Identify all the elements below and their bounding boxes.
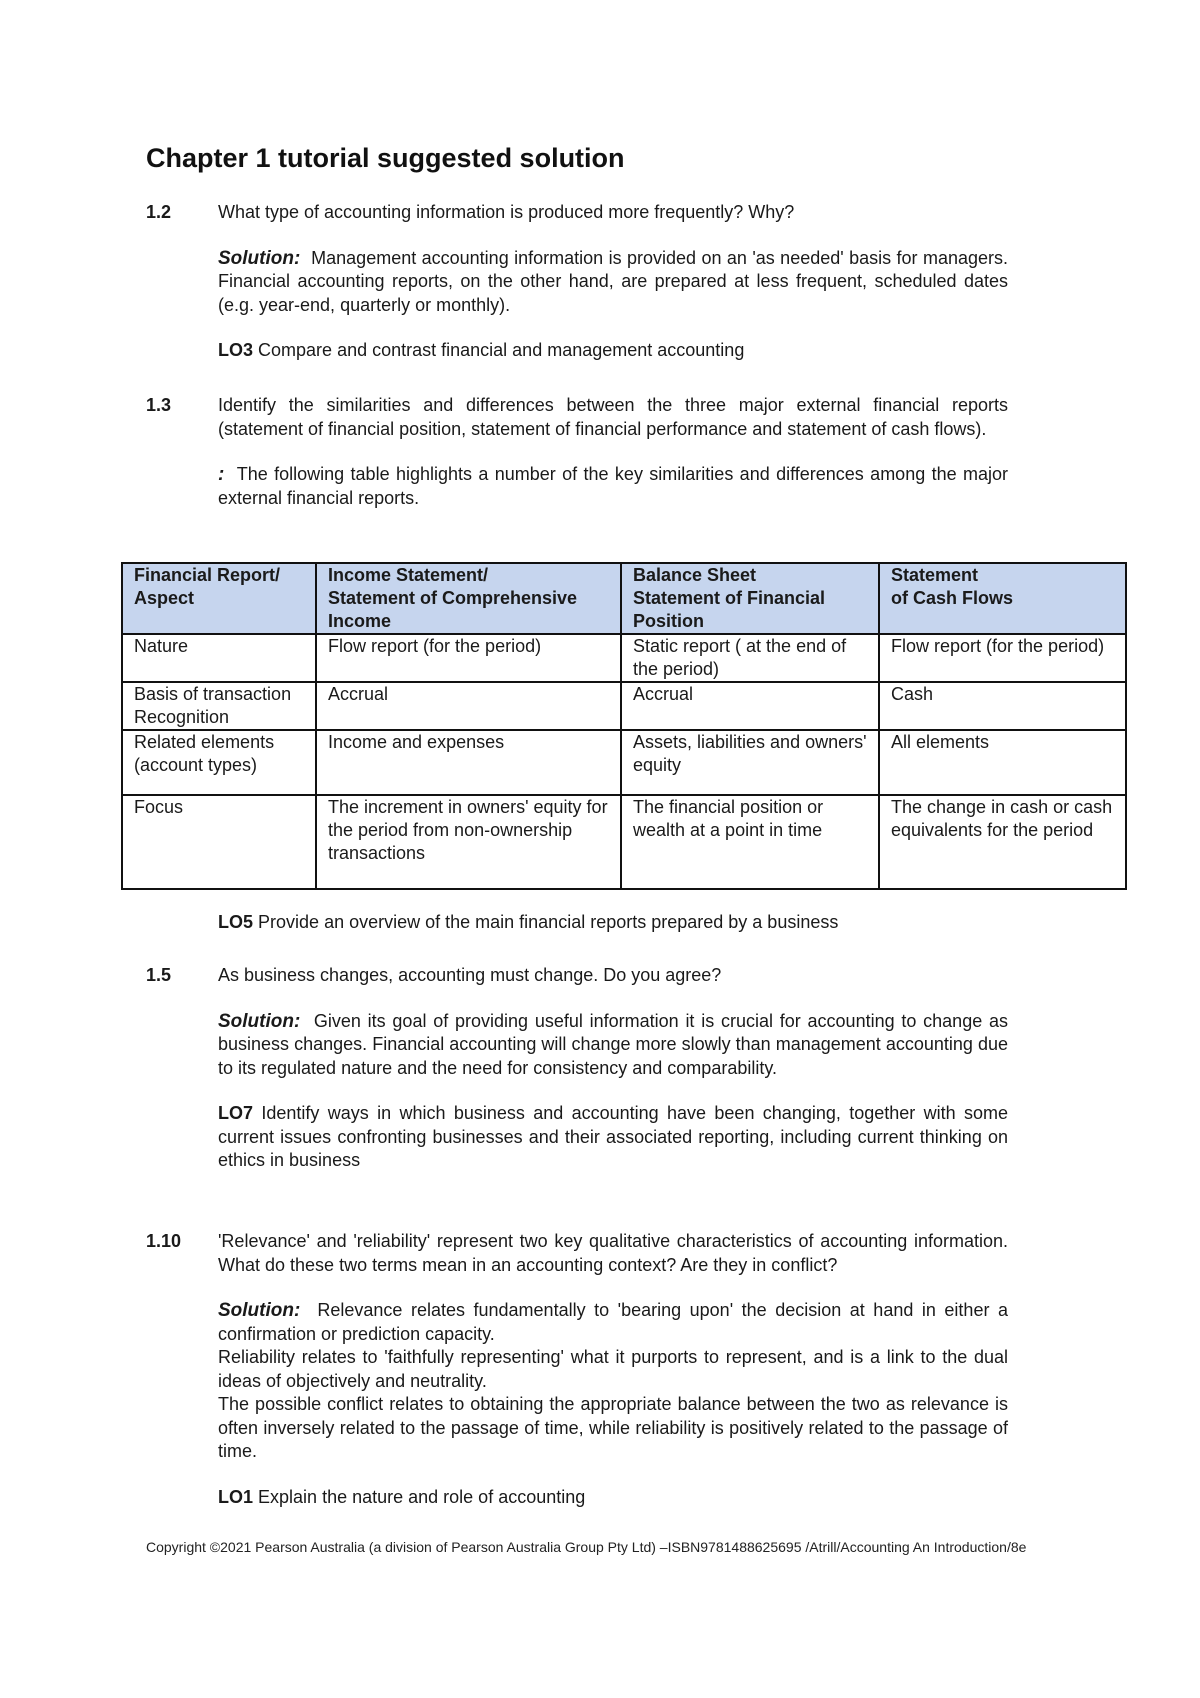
solution-paragraph [218,247,1008,318]
solution-text-3: The possible conflict relates to obtaining the appropriate balance between the two as relevance is often inversely related to the passage of time, while reliability is positively related to the passage of time. [218,1394,1008,1461]
question-number: 1.5 [146,965,172,985]
lo-code: LO1 [218,1486,254,1507]
question-text: What type of accounting information is produced more frequently? Why? [218,202,795,222]
lo-text: Provide an overview of the main financial reports prepared by a business [258,912,839,932]
learning-outcome [218,1486,1008,1510]
question-number: 1.10 [146,1231,182,1251]
learning-outcome [218,339,1008,363]
question-number: 1.2 [146,202,172,222]
table-cell: The financial position or wealth at a point in time [621,795,879,889]
solution-paragraph [218,463,1008,510]
table-row [122,730,1126,795]
header-cell: Statement of Cash Flows [879,563,1126,634]
question-1-5 [146,964,1008,1173]
solution-paragraph [218,1010,1008,1081]
question-text: 'Relevance' and 'reliability' represent two key qualitative characteristics of accounting information. What do these two terms mean in an accounting context? Are they in conflict? [218,1231,1008,1275]
table-cell: Basis of transaction Recognition [122,682,316,730]
solution-text: The following table highlights a number of the key similarities and differences among the major external financial reports. [218,464,1008,508]
solution-paragraph [218,1299,1008,1464]
lo-text: Explain the nature and role of accounting [258,1486,586,1507]
table-cell: Accrual [316,682,621,730]
table-row [122,795,1126,889]
table-row [122,634,1126,682]
solution-label: : [218,464,225,485]
table-cell: Assets, liabilities and owners' equity [621,730,879,795]
lo-text: Compare and contrast financial and management accounting [258,340,745,360]
question-text: As business changes, accounting must change. Do you agree? [218,965,722,985]
question-text: Identify the similarities and differences between the three major external financial reports (statement of financial position, statement of financial performance and statement of cash flows). [218,395,1008,439]
solution-text-2: Reliability relates to 'faithfully representing' what it purports to represent, and is a link to the dual ideas of objectively and neutrality. [218,1347,1008,1391]
learning-outcome [218,1102,1008,1173]
table-cell: Nature [122,634,316,682]
table-row [122,682,1126,730]
table-cell: All elements [879,730,1126,795]
solution-label: Solution: [218,247,301,269]
lo-code: LO5 [218,912,254,932]
financial-reports-table [121,562,1127,890]
header-cell: Balance Sheet Statement of Financial Position [621,563,879,634]
header-cell: Financial Report/ Aspect [122,563,316,634]
copyright-footer: Copyright ©2021 Pearson Australia (a division of Pearson Australia Group Pty Ltd) –ISBN9781488625695 /Atrill/Accounting An Introduction/8e [146,1539,1027,1555]
solution-label: Solution: [218,1300,301,1321]
table-cell: Accrual [621,682,879,730]
question-1-2 [146,201,1008,363]
lo-code: LO7 [218,1103,254,1123]
lo-code: LO3 [218,340,254,360]
solution-text: Management accounting information is provided on an 'as needed' basis for managers. Financial accounting reports, on the other hand, are prepared at less frequent, scheduled dates (e.g. year-end, quarterly or monthly). [218,247,1008,315]
solution-label: Solution: [218,1010,301,1032]
question-1-10 [146,1230,1008,1509]
table-cell: Flow report (for the period) [316,634,621,682]
question-1-3 [146,394,1008,510]
table-cell: The change in cash or cash equivalents for the period [879,795,1126,889]
table-cell: Static report ( at the end of the period) [621,634,879,682]
solution-text: Relevance relates fundamentally to 'bearing upon' the decision at hand in either a confirmation or prediction capacity. [218,1300,1008,1344]
table-cell: Flow report (for the period) [879,634,1126,682]
page-title: Chapter 1 tutorial suggested solution [146,143,625,173]
lo-text: Identify ways in which business and accounting have been changing, together with some current issues confronting businesses and their associated reporting, including current thinking on ethics in business [218,1103,1008,1170]
table-cell: Related elements (account types) [122,730,316,795]
table-cell: Income and expenses [316,730,621,795]
table-header-row [122,563,1126,634]
table-cell: Cash [879,682,1126,730]
table-cell: The increment in owners' equity for the period from non-ownership transactions [316,795,621,889]
table-cell: Focus [122,795,316,889]
header-cell: Income Statement/ Statement of Comprehensive Income [316,563,621,634]
learning-outcome [218,911,1008,935]
solution-text: Given its goal of providing useful information it is crucial for accounting to change as business changes. Financial accounting will change more slowly than management accounting due to its regulated nature and the need for consistency and comparability. [218,1010,1008,1078]
question-number: 1.3 [146,395,172,415]
